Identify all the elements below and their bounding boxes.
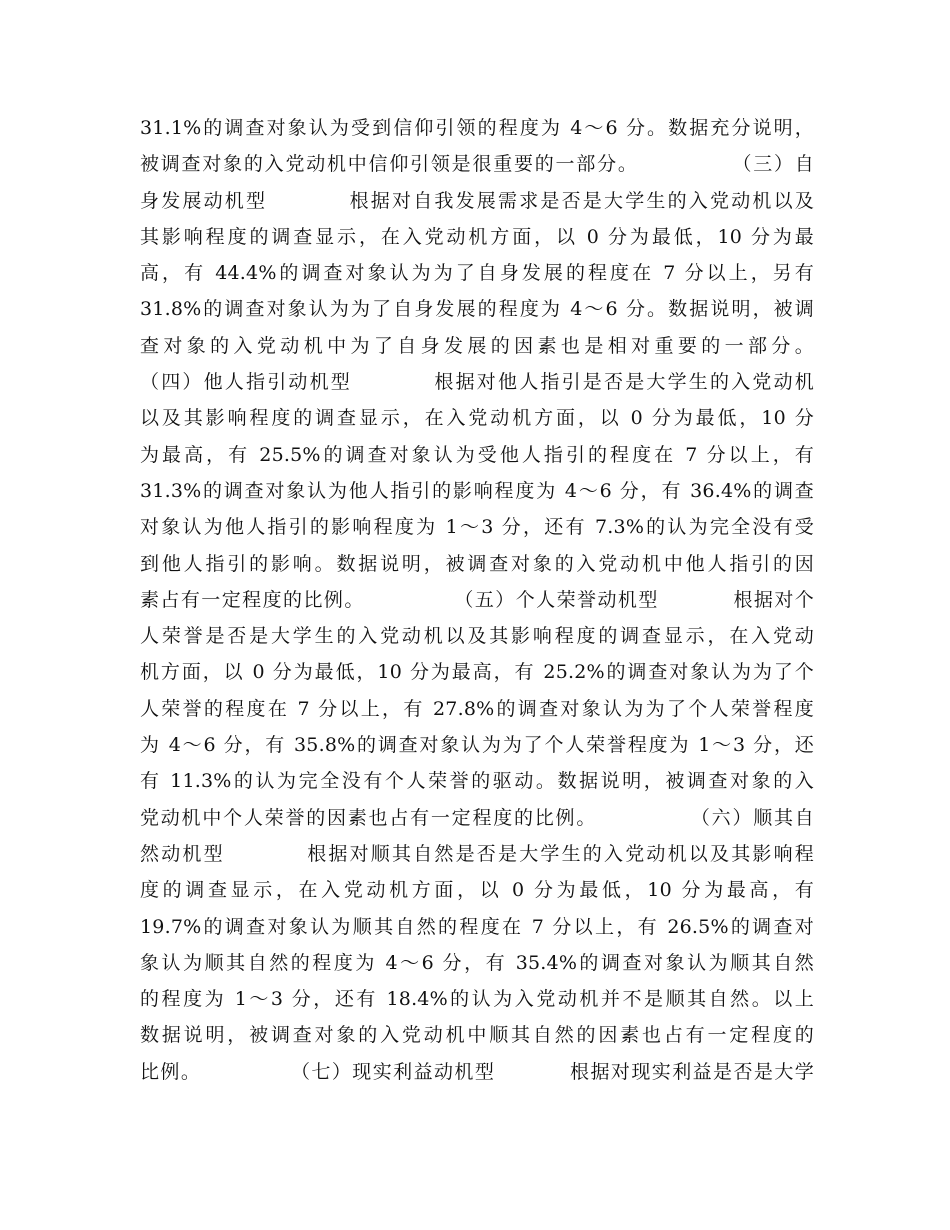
text-line: 人荣誉是否是大学生的入党动机以及其影响程度的调查显示，在入党动 [140,625,814,648]
text-line: 有 11.3%的认为完全没有个人荣誉的驱动。数据说明，被调查对象的入 [140,770,814,793]
text-line: 然动机型 根据对顺其自然是否是大学生的入党动机以及其影响程 [140,842,814,865]
text-line: 其影响程度的调查显示，在入党动机方面，以 0 分为最低，10 分为最 [140,225,814,248]
text-line: 人荣誉的程度在 7 分以上，有 27.8%的调查对象认为为了个人荣誉程度 [140,697,814,720]
text-line: 机方面，以 0 分为最低，10 分为最高，有 25.2%的调查对象认为为了个 [140,661,814,684]
text-line: 31.1%的调查对象认为受到信仰引领的程度为 4～6 分。数据充分说明， [140,117,814,139]
text-line: 19.7%的调查对象认为顺其自然的程度在 7 分以上，有 26.5%的调查对 [140,915,814,938]
text-line: 到他人指引的影响。数据说明，被调查对象的入党动机中他人指引的因 [140,552,814,575]
text-line: 高，有 44.4%的调查对象认为为了自身发展的程度在 7 分以上，另有 [140,262,814,285]
text-line: 象认为顺其自然的程度为 4～6 分，有 35.4%的调查对象认为顺其自然 [140,951,814,974]
text-line: 的程度为 1～3 分，还有 18.4%的认为入党动机并不是顺其自然。以上 [140,988,814,1011]
text-line: 度的调查显示，在入党动机方面，以 0 分为最低，10 分为最高，有 [140,879,814,902]
text-line: 31.3%的调查对象认为他人指引的影响程度为 4～6 分，有 36.4%的调查 [140,479,814,502]
text-line: 被调查对象的入党动机中信仰引领是很重要的一部分。 （三）自 [140,153,814,176]
text-line: 素占有一定程度的比例。 （五）个人荣誉动机型 根据对个 [140,588,814,611]
text-line: 为最高，有 25.5%的调查对象认为受他人指引的程度在 7 分以上，有 [140,443,814,466]
text-line: 党动机中个人荣誉的因素也占有一定程度的比例。 （六）顺其自 [140,806,814,829]
text-line: 身发展动机型 根据对自我发展需求是否是大学生的入党动机以及 [140,189,814,212]
text-line: 对象认为他人指引的影响程度为 1～3 分，还有 7.3%的认为完全没有受 [140,516,814,539]
text-line: 比例。 （七）现实利益动机型 根据对现实利益是否是大学 [140,1060,814,1083]
text-line: 数据说明，被调查对象的入党动机中顺其自然的因素也占有一定程度的 [140,1024,814,1047]
text-line: 查对象的入党动机中为了自身发展的因素也是相对重要的一部分。 [140,334,814,357]
text-line: 为 4～6 分，有 35.8%的调查对象认为为了个人荣誉程度为 1～3 分，还 [140,734,814,757]
text-line: 以及其影响程度的调查显示，在入党动机方面，以 0 分为最低，10 分 [140,407,814,430]
text-line: （四）他人指引动机型 根据对他人指引是否是大学生的入党动机 [140,371,814,394]
body-text [140,110,814,1090]
text-line: 31.8%的调查对象认为为了自身发展的程度为 4～6 分。数据说明，被调 [140,298,814,321]
